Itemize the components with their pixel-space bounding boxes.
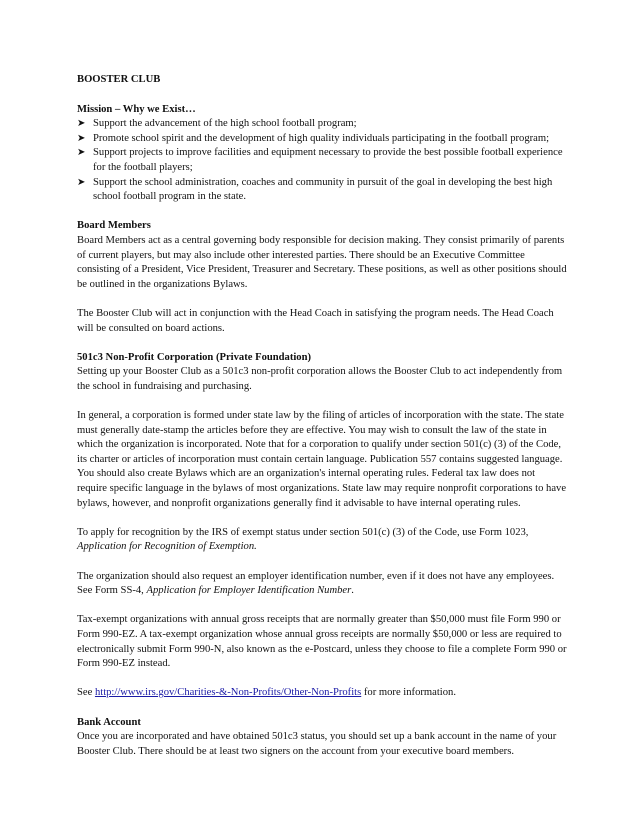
nonprofit-paragraph: In general, a corporation is formed under state law by the filing of articles of incorporation with the state. The state must generally date-stamp the articles before they are effective. You may wish to consult the law of the state in which the organization is incorporated. Note that for a corporation to qualify under section 501(c) (3) of the Code, its charter or articles of incorporation must contain certain language. Publication 557 contains suggested language. You should also create Bylaws which are an organization's internal operating rules. Federal tax law does not require specific language in the bylaws of most organizations. State law may require nonprofit corporations to have bylaws, however, and nonprofit organizations generally find it advisable to have internal operating rules. [77, 410, 567, 509]
document-page [77, 73, 567, 759]
mission-heading: Mission – Why we Exist… [77, 103, 196, 115]
board-heading: Board Members [77, 220, 151, 232]
list-item-text: Support projects to improve facilities and equipment necessary to provide the best possible football experience for the football players; [93, 147, 563, 173]
arrow-bullet-icon: ➤ [77, 176, 86, 188]
list-item-text: Promote school spirit and the development of high quality individuals participating in the football program; [93, 132, 550, 144]
paragraph-text: . [351, 585, 354, 597]
paragraph-text: To apply for recognition by the IRS of exempt status under section 501(c) (3) of the Code, use Form 1023, [77, 526, 529, 538]
board-paragraph: Board Members act as a central governing body responsible for decision making. They consist primarily of parents of current players, but may also include other interested parties. There should be an Executive Committee consisting of a President, Vice President, Treasurer and Secretary. These positions, as well as other positions should be outlined in the organizations Bylaws. [77, 234, 567, 290]
list-item-text: Support the school administration, coaches and community in pursuit of the goal in developing the best high school football program in the state. [93, 176, 553, 203]
nonprofit-paragraph [77, 686, 567, 701]
mission-section [77, 103, 567, 205]
list-item [77, 132, 567, 147]
bank-paragraph: Once you are incorporated and have obtained 501c3 status, you should set up a bank account in the name of your Booster Club. There should be at least two signers on the account from your executive board members. [77, 731, 557, 757]
board-section [77, 219, 567, 336]
nonprofit-paragraph [77, 570, 567, 599]
arrow-bullet-icon: ➤ [77, 132, 86, 144]
nonprofit-section [77, 351, 567, 701]
list-item-text: Support the advancement of the high school football program; [93, 118, 357, 130]
irs-link[interactable]: http://www.irs.gov/Charities-&-Non-Profits/Other-Non-Profits [94, 687, 362, 699]
bank-heading: Bank Account [77, 716, 141, 728]
arrow-bullet-icon: ➤ [77, 147, 86, 159]
mission-bullet-list [77, 117, 567, 205]
paragraph-text: The organization should also request an employer identification number, even if it does not have any employees. See Form SS-4, [77, 570, 555, 597]
arrow-bullet-icon: ➤ [77, 118, 86, 130]
form-title: Application for Employer Identification Number [146, 585, 352, 597]
board-paragraph: The Booster Club will act in conjunction with the Head Coach in satisfying the program needs. The Head Coach will be consulted on board actions. [77, 307, 554, 334]
nonprofit-heading: 501c3 Non-Profit Corporation (Private Foundation) [77, 351, 312, 363]
form-title: Application for Recognition of Exemption. [77, 541, 257, 553]
list-item [77, 146, 567, 175]
nonprofit-paragraph: Setting up your Booster Club as a 501c3 non-profit corporation allows the Booster Club to act independently from the school in fundraising and purchasing. [77, 366, 563, 392]
nonprofit-paragraph [77, 526, 567, 555]
nonprofit-paragraph: Tax-exempt organizations with annual gross receipts that are normally greater than $50,000 must file Form 990 or Form 990-EZ. A tax-exempt organization whose annual gross receipts are normally $50,000 or less are required to electronically submit Form 990-N, also known as the e-Postcard, unless they choose to file a complete Form 990 or Form 990-EZ instead. [77, 614, 567, 670]
document-title: BOOSTER CLUB [77, 74, 161, 85]
bank-section [77, 716, 567, 760]
list-item [77, 117, 567, 132]
paragraph-text: for more information. [361, 687, 456, 699]
paragraph-text: See [77, 687, 95, 699]
list-item [77, 176, 567, 205]
